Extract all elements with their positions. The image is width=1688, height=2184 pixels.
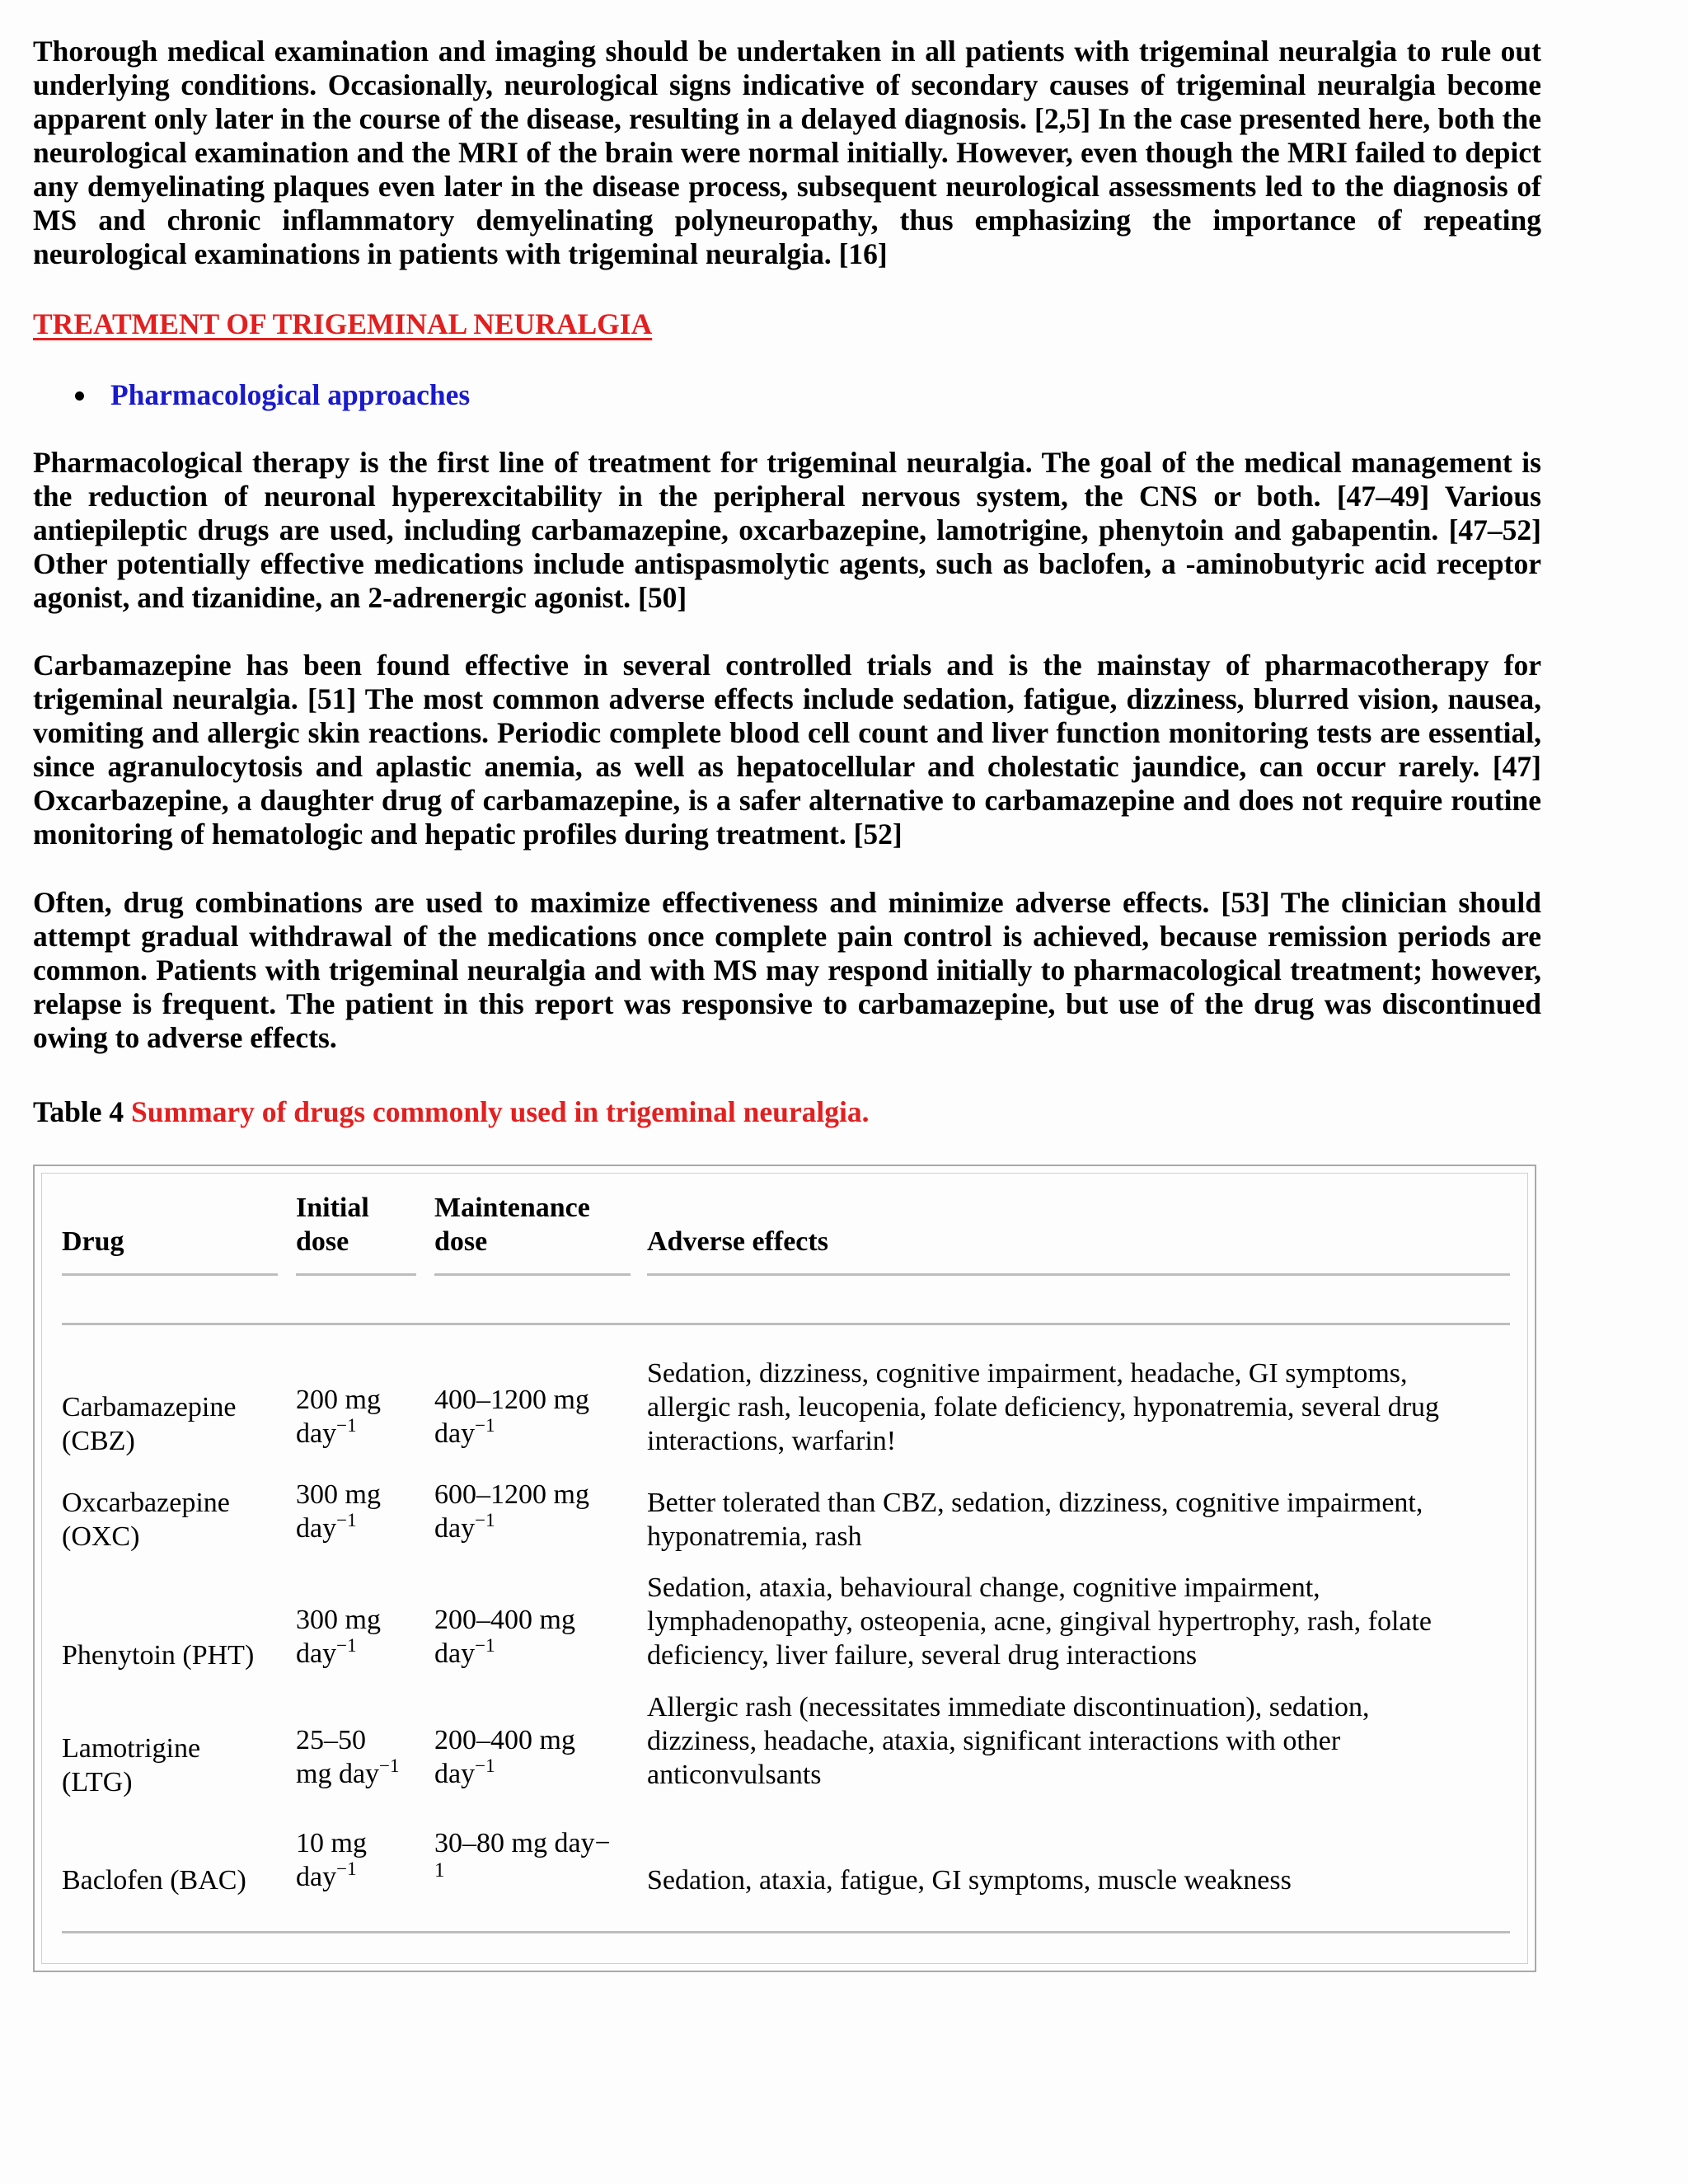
paragraph-pharmacological: Pharmacological therapy is the first line of treatment for trigeminal neuralgia. The goal of the medical management is the reduction of neuronal hyperexcitability in the peripheral nervous system, the CNS or both. [47–49] Various antiepileptic drugs are used, including carbamazepine, oxcarbazepine, lamotrigine, phenytoin and gabapentin. [47–52] Other potentially effective medications include antispasmolytic agents, such as baclofen, a -aminobutyric acid receptor agonist, and tizanidine, an 2-adrenergic agonist. [50] bbox=[33, 446, 1541, 614]
cell-drug: Lamotrigine (LTG) bbox=[62, 1733, 201, 1797]
paragraph-diagnosis: Thorough medical examination and imaging should be undertaken in all patients with trigeminal neuralgia to rule out underlying conditions. Occasionally, neurological signs indicative of secondary causes of trigeminal neuralgia become apparent only later in the course of the disease, resulting in a delayed diagnosis. [2,5] In the case presented here, both the neurological examination and the MRI of the brain were normal initially. However, even though the MRI failed to depict any demyelinating plaques even later in the disease process, subsequent neurological assessments led to the diagnosis of MS and chronic inflammatory demyelinating polyneuropathy, thus emphasizing the importance of repeating neurological examinations in patients with trigeminal neuralgia. [16] bbox=[33, 35, 1541, 270]
header-bottom-rule bbox=[62, 1323, 1510, 1325]
cell-adverse-effects: Sedation, dizziness, cognitive impairment, headache, GI symptoms, allergic rash, leucopenia, folate deficiency, hyponatremia, several drug interactions, warfarin! bbox=[647, 1358, 1440, 1456]
header-rule-maintenance bbox=[434, 1273, 631, 1276]
cell-drug: Baclofen (BAC) bbox=[62, 1865, 246, 1896]
cell-initial-dose: 10 mg day$^{-1}$ bbox=[296, 1828, 367, 1892]
header-rule-adverse bbox=[647, 1273, 1510, 1276]
cell-initial-dose: 25–50 mg day$^{-1}$ bbox=[296, 1725, 400, 1789]
header-rule-drug bbox=[62, 1273, 278, 1276]
cell-initial-dose: 200 mg day$^{-1}$ bbox=[296, 1385, 381, 1449]
cell-adverse-effects: Sedation, ataxia, fatigue, GI symptoms, muscle weakness bbox=[647, 1865, 1292, 1896]
paragraph-carbamazepine: Carbamazepine has been found effective in several controlled trials and is the mainstay of pharmacotherapy for trigeminal neuralgia. [51] The most common adverse effects include sedation, fatigue, dizziness, blurred vision, nausea, vomiting and allergic skin reactions. Periodic complete blood cell count and liver function monitoring tests are essential, since agranulocytosis and aplastic anemia, as well as hepatocellular and cholestatic jaundice, can occur rarely. [47] Oxcarbazepine, a daughter drug of carbamazepine, is a safer alternative to carbamazepine and does not require routine monitoring of hematologic and hepatic profiles during treatment. [52] bbox=[33, 649, 1541, 851]
cell-drug: Oxcarbazepine (OXC) bbox=[62, 1488, 230, 1552]
header-drug: Drug bbox=[62, 1226, 124, 1257]
section-heading: TREATMENT OF TRIGEMINAL NEURALGIA bbox=[33, 307, 653, 340]
table-caption bbox=[33, 1094, 869, 1129]
cell-maintenance-dose: 200–400 mg day$^{-1}$ bbox=[434, 1725, 575, 1789]
cell-maintenance-dose: 400–1200 mg day$^{-1}$ bbox=[434, 1385, 589, 1449]
header-maintenance-dose: Maintenance dose bbox=[434, 1193, 590, 1257]
cell-initial-dose: 300 mg day$^{-1}$ bbox=[296, 1479, 381, 1544]
header-rule-initial bbox=[296, 1273, 416, 1276]
cell-initial-dose: 300 mg day$^{-1}$ bbox=[296, 1605, 381, 1669]
cell-adverse-effects: Sedation, ataxia, behavioural change, cognitive impairment, lymphadenopathy, osteopenia, acne, gingival hypertrophy, rash, folate deficiency, liver failure, several drug interactions bbox=[647, 1572, 1432, 1671]
cell-adverse-effects: Better tolerated than CBZ, sedation, dizziness, cognitive impairment, hyponatremia, rash bbox=[647, 1488, 1423, 1552]
bullet-dot-icon bbox=[75, 391, 84, 401]
table-caption-title: Summary of drugs commonly used in trigeminal neuralgia. bbox=[131, 1095, 870, 1128]
cell-drug: Phenytoin (PHT) bbox=[62, 1640, 255, 1671]
table-caption-number: Table 4 bbox=[33, 1095, 124, 1128]
paragraph-combinations: Often, drug combinations are used to maximize effectiveness and minimize adverse effects. [53] The clinician should attempt gradual withdrawal of the medications once complete pain control is achieved, because remission periods are common. Patients with trigeminal neuralgia and with MS may respond initially to pharmacological treatment; however, relapse is frequent. The patient in this report was responsive to carbamazepine, but use of the drug was discontinued owing to adverse effects. bbox=[33, 886, 1541, 1054]
header-adverse-effects: Adverse effects bbox=[647, 1226, 828, 1257]
cell-adverse-effects: Allergic rash (necessitates immediate discontinuation), sedation, dizziness, headache, ataxia, significant interactions with other anticonvulsants bbox=[647, 1692, 1370, 1790]
header-initial-dose: Initial dose bbox=[296, 1193, 369, 1257]
cell-maintenance-dose: 200–400 mg day$^{-1}$ bbox=[434, 1605, 575, 1669]
cell-drug: Carbamazepine (CBZ) bbox=[62, 1392, 237, 1456]
cell-maintenance-dose: 600–1200 mg day$^{-1}$ bbox=[434, 1479, 589, 1544]
drug-table bbox=[33, 1165, 1536, 1972]
bullet-text: Pharmacological approaches bbox=[110, 378, 471, 411]
cell-maintenance-dose: 30–80 mg day− 1 bbox=[434, 1828, 611, 1882]
bullet-item bbox=[77, 377, 470, 412]
drug-table-frame bbox=[41, 1173, 1528, 1964]
table-bottom-rule bbox=[62, 1931, 1510, 1933]
